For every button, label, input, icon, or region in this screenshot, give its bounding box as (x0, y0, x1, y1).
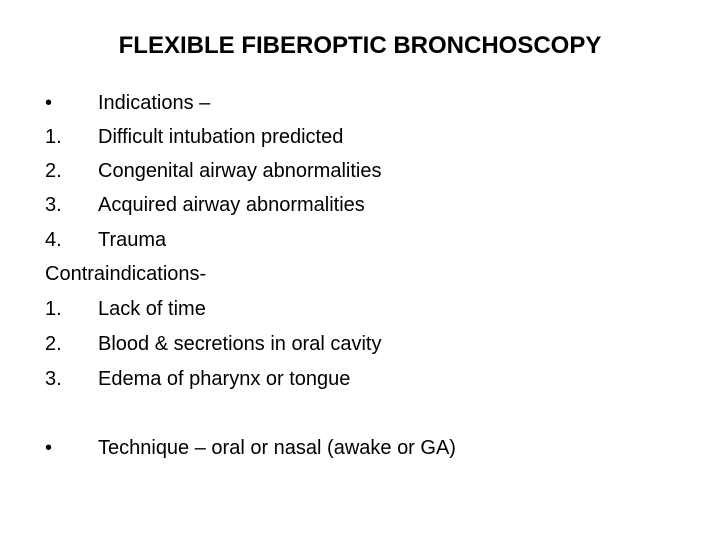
list-item (0, 227, 720, 253)
list-item (0, 90, 720, 116)
list-item (0, 192, 720, 218)
bullet-marker: • (45, 437, 53, 459)
number-marker: 2. (45, 160, 62, 182)
list-item (0, 435, 720, 461)
list-item-text: Lack of time (98, 298, 206, 320)
list-item-text: Edema of pharynx or tongue (98, 368, 351, 390)
list-item (0, 124, 720, 150)
list-item (0, 366, 720, 392)
list-item-text: Acquired airway abnormalities (98, 194, 365, 216)
list-item-text: Difficult intubation predicted (98, 126, 344, 148)
number-marker: 1. (45, 126, 62, 148)
bullet-marker: • (45, 92, 53, 114)
number-marker: 1. (45, 298, 62, 320)
slide-title: FLEXIBLE FIBEROPTIC BRONCHOSCOPY (118, 32, 602, 59)
list-item (0, 158, 720, 184)
number-marker: 4. (45, 229, 62, 251)
number-marker: 3. (45, 194, 62, 216)
list-item (0, 331, 720, 357)
list-item-text: Technique – oral or nasal (awake or GA) (98, 437, 456, 459)
list-item-text: Congenital airway abnormalities (98, 160, 382, 182)
section-heading-text: Contraindications- (45, 263, 207, 285)
number-marker: 3. (45, 368, 62, 390)
list-item-text: Indications – (98, 92, 211, 114)
list-item (0, 296, 720, 322)
list-item-text: Trauma (98, 229, 167, 251)
list-item-text: Blood & secretions in oral cavity (98, 333, 382, 355)
section-heading (0, 261, 720, 287)
number-marker: 2. (45, 333, 62, 355)
